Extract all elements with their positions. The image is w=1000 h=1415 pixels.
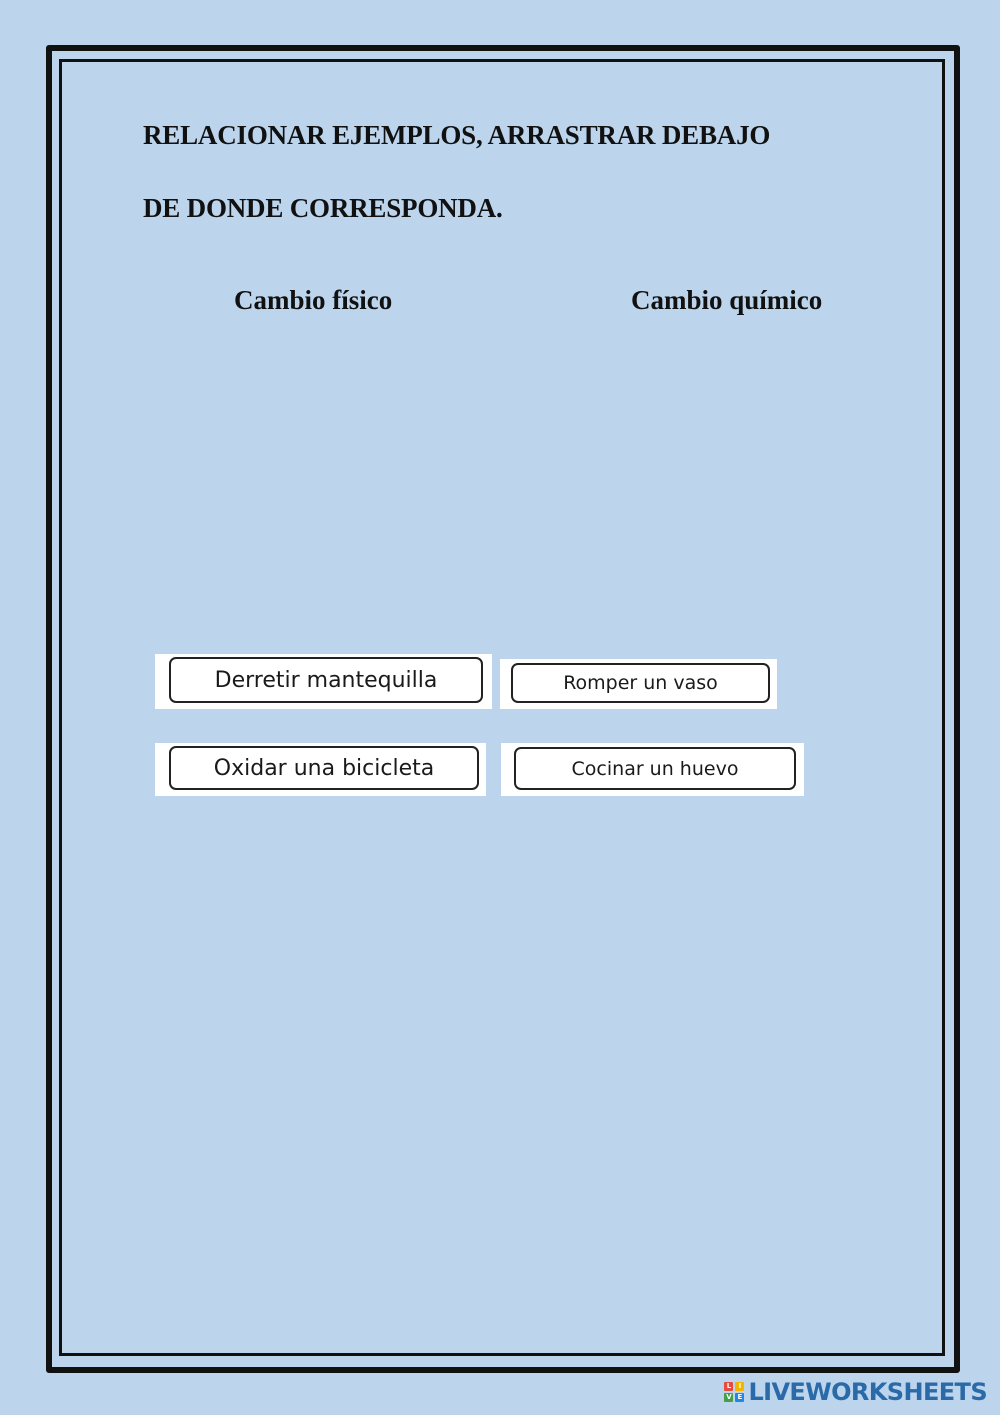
liveworksheets-logo-icon <box>724 1382 744 1402</box>
logo-letter: V <box>726 1393 732 1401</box>
drop-zone-physical-change[interactable] <box>150 330 510 630</box>
draggable-card-oxidar-una-bicicleta[interactable] <box>155 743 486 796</box>
draggable-card-derretir-mantequilla[interactable] <box>155 654 492 709</box>
drop-zone-chemical-change[interactable] <box>540 330 900 630</box>
card-label: Oxidar una bicicleta <box>169 746 479 790</box>
instruction-line-2: DE DONDE CORRESPONDA. <box>143 193 503 223</box>
draggable-card-romper-un-vaso[interactable] <box>500 659 777 709</box>
column-heading-chemical-change: Cambio químico <box>631 285 823 315</box>
liveworksheets-wordmark: LIVEWORKSHEETS <box>748 1378 987 1406</box>
card-label: Cocinar un huevo <box>514 747 796 790</box>
card-label: Romper un vaso <box>511 663 770 703</box>
column-heading-physical-change: Cambio físico <box>234 285 393 315</box>
card-label: Derretir mantequilla <box>169 657 483 703</box>
logo-letter: I <box>735 1382 744 1391</box>
logo-letter: E <box>735 1393 744 1402</box>
draggable-card-cocinar-un-huevo[interactable] <box>501 743 804 796</box>
instruction-line-1: RELACIONAR EJEMPLOS, ARRASTRAR DEBAJO <box>143 120 771 150</box>
logo-letter: L <box>724 1382 733 1391</box>
liveworksheets-brand[interactable] <box>724 1377 987 1407</box>
